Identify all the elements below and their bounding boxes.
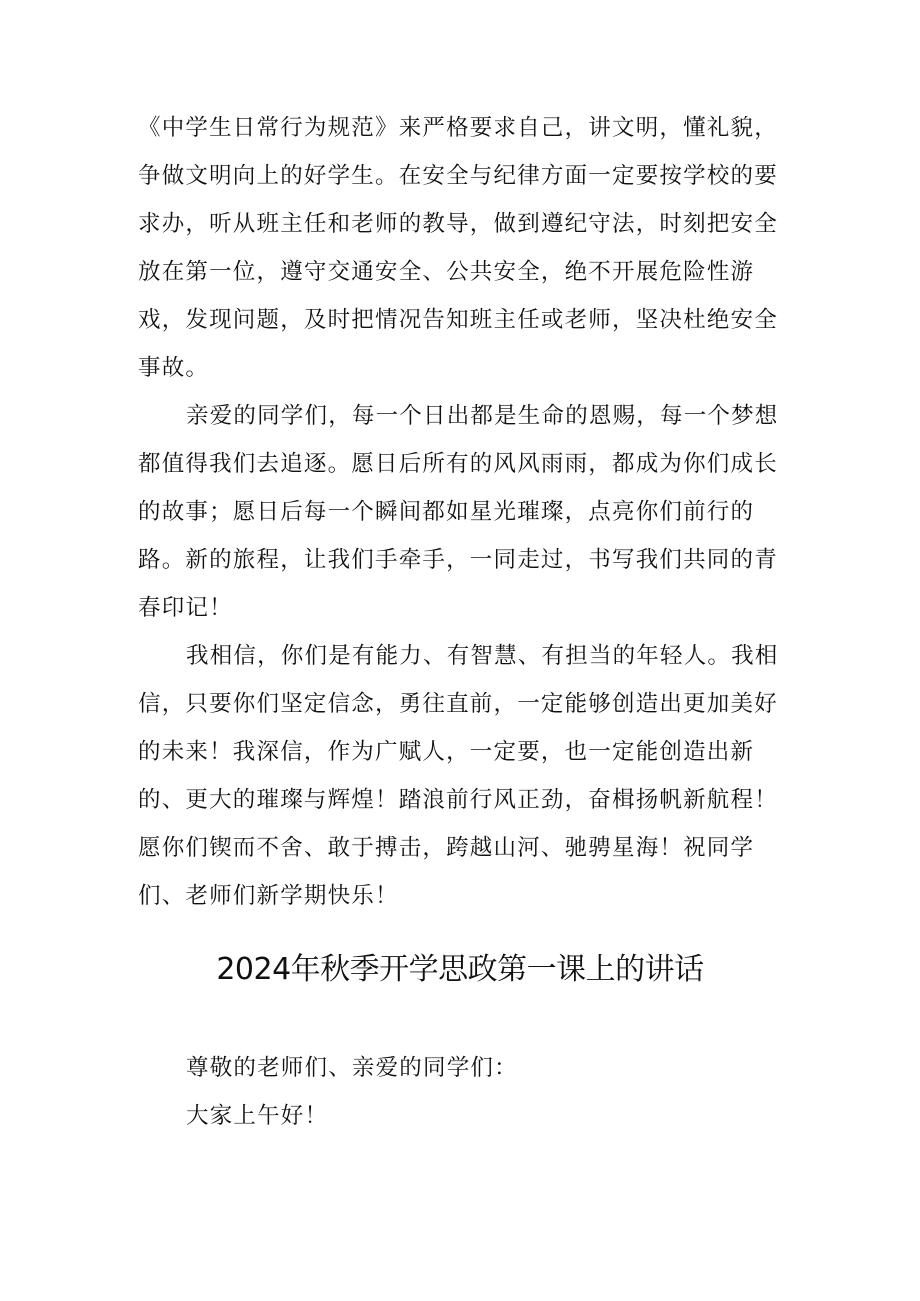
salutation-line: 尊敬的老师们、亲爱的同学们： (186, 1055, 518, 1081)
paragraph-code-of-conduct: 《中学生日常行为规范》来严格要求自己，讲文明，懂礼貌，争做文明向上的好学生。在安全与纪律方面一定要按学校的要求办，听从班主任和老师的教导，做到遵纪守法，时刻把安全放在第一位，遵守交通安全、公共安全，绝不开展危险性游戏，发现问题，及时把情况告知班主任或老师，坚决杜绝安全事故。 (138, 115, 778, 381)
speech-body (138, 104, 798, 920)
salutation-block (186, 1044, 786, 1140)
paragraph-dreams: 亲爱的同学们，每一个日出都是生命的恩赐，每一个梦想都值得我们去追逐。愿日后所有的风风雨雨，都成为你们成长的故事；愿日后每一个瞬间都如星光璀璨，点亮你们前行的路。新的旅程，让我们手牵手，一同走过，书写我们共同的青春印记！ (138, 403, 779, 621)
speech-title: 2024年秋季开学思政第一课上的讲话 (216, 952, 704, 987)
greeting-line: 大家上午好！ (186, 1103, 329, 1129)
paragraph-belief: 我相信，你们是有能力、有智慧、有担当的年轻人。我相信，只要你们坚定信念，勇往直前，一定能够创造出更加美好的未来！我深信，作为广赋人，一定要，也一定能创造出新的、更大的璀璨与辉煌！踏浪前行风正劲，奋楫扬帆新航程！愿你们锲而不舍、敢于搏击，跨越山河、驰骋星海！祝同学们、老师们新学期快乐！ (138, 643, 779, 909)
